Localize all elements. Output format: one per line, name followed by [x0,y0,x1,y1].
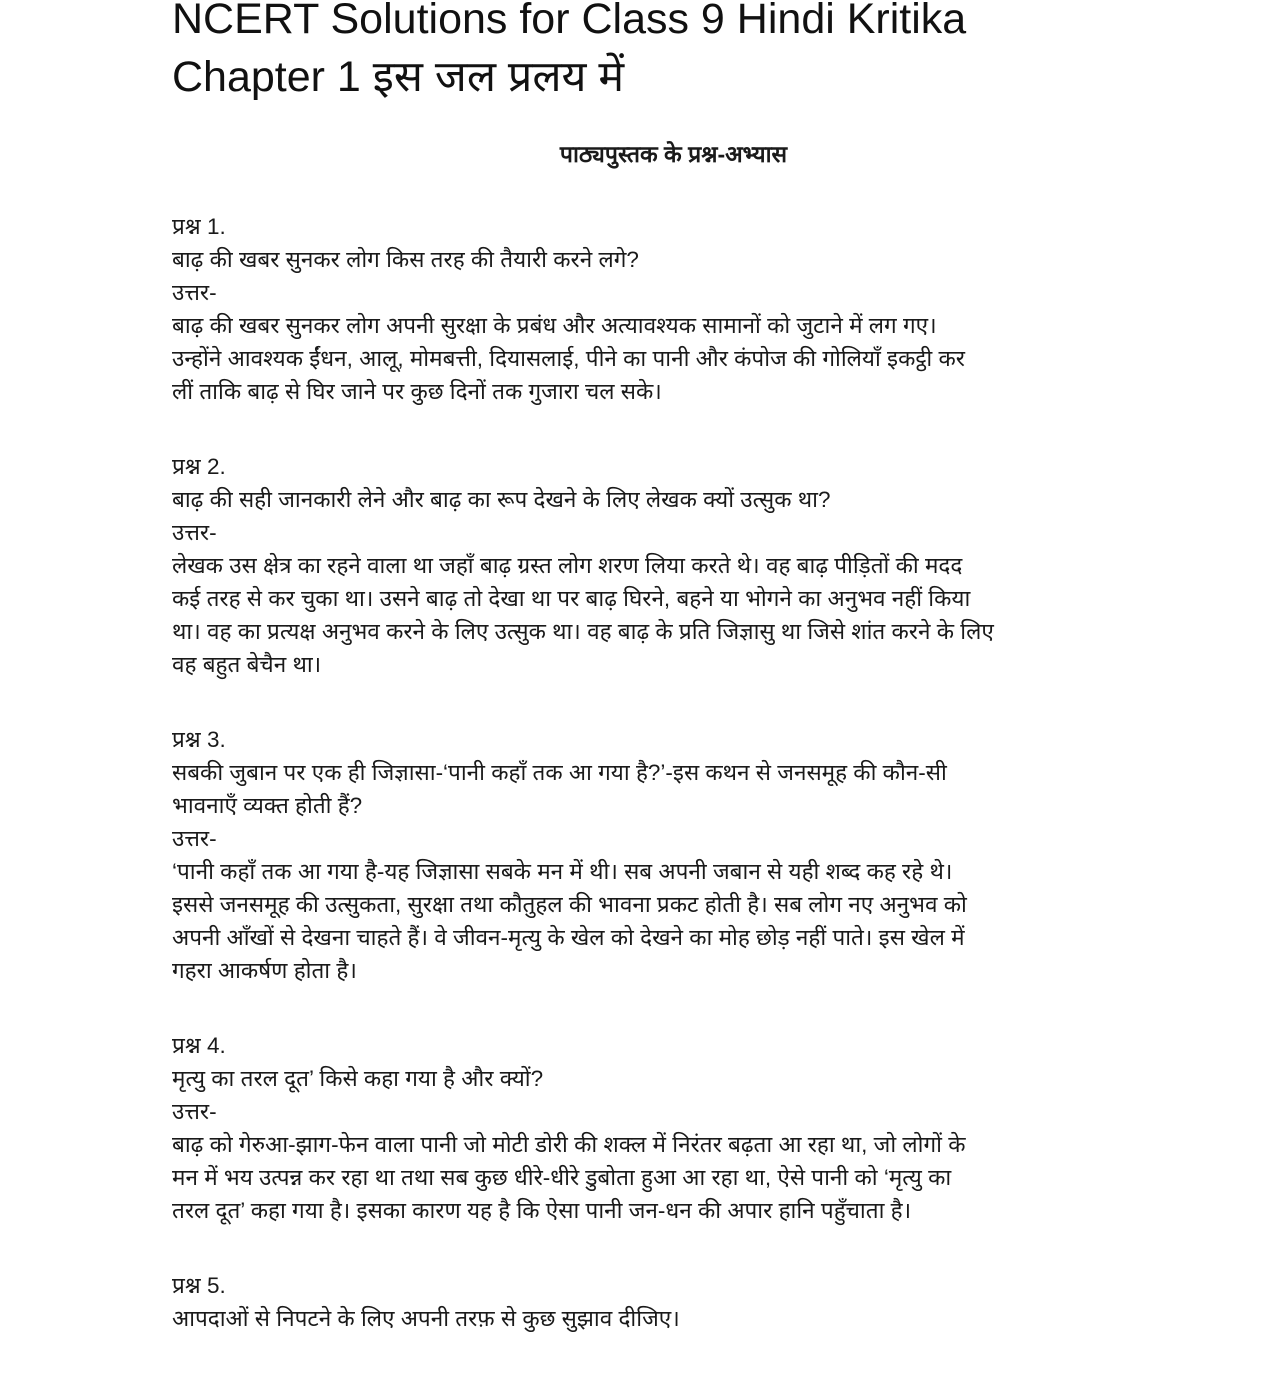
question-list [172,210,1175,1335]
question-block [172,210,1175,408]
question-number: प्रश्न 5. [172,1273,226,1298]
answer-label: उत्तर- [172,520,217,545]
question-number: प्रश्न 2. [172,454,226,479]
question-text: मृत्यु का तरल दूत’ किसे कहा गया है और क्यों? [172,1066,544,1091]
title-line: Chapter 1 इस जल प्रलय में [172,53,625,101]
title-line: NCERT Solutions for Class 9 Hindi Kritika [172,0,967,43]
section-subtitle: पाठ्यपुस्तक के प्रश्न-अभ्यास [559,141,788,167]
answer-text: लेखक उस क्षेत्र का रहने वाला था जहाँ बाढ़ ग्रस्त लोग शरण लिया करते थे। वह बाढ़ पीड़ितों की मदद [172,553,963,578]
answer-text: उन्होंने आवश्यक ईंधन, आलू, मोमबत्ती, दियासलाई, पीने का पानी और कंपोज की गोलियाँ इकट्ठी कर [172,346,965,371]
answer-text: बाढ़ को गेरुआ-झाग-फेन वाला पानी जो मोटी डोरी की शक्ल में निरंतर बढ़ता आ रहा था, जो लोगों के [172,1132,966,1157]
answer-text: तरल दूत’ कहा गया है। इसका कारण यह है कि ऐसा पानी जन-धन की अपार हानि पहुँचाता है। [172,1198,912,1223]
answer-label: उत्तर- [172,1099,217,1124]
question-block [172,1029,1175,1227]
question-text: बाढ़ की सही जानकारी लेने और बाढ़ का रूप देखने के लिए लेखक क्यों उत्सुक था? [172,487,831,512]
question-number: प्रश्न 1. [172,214,226,239]
answer-text: इससे जनसमूह की उत्सुकता, सुरक्षा तथा कौतुहल की भावना प्रकट होती है। सब लोग नए अनुभव को [172,892,967,917]
answer-text: ‘पानी कहाँ तक आ गया है-यह जिज्ञासा सबके मन में थी। सब अपनी जबान से यही शब्द कह रहे थे। [172,859,953,884]
answer-text: कई तरह से कर चुका था। उसने बाढ़ तो देखा था पर बाढ़ घिरने, बहने या भोगने का अनुभव नहीं किया [172,586,971,611]
question-number: प्रश्न 3. [172,727,226,752]
question-text: भावनाएँ व्यक्त होती हैं? [172,793,363,818]
question-text: बाढ़ की खबर सुनकर लोग किस तरह की तैयारी करने लगे? [172,247,639,272]
question-number: प्रश्न 4. [172,1033,226,1058]
answer-label: उत्तर- [172,280,217,305]
answer-text: था। वह का प्रत्यक्ष अनुभव करने के लिए उत्सुक था। वह बाढ़ के प्रति जिज्ञासु था जिसे शांत करने के लिए [172,619,994,644]
question-block [172,723,1175,987]
answer-text: अपनी आँखों से देखना चाहते हैं। वे जीवन-मृत्यु के खेल को देखने का मोह छोड़ नहीं पाते। इस खेल में [172,925,965,950]
answer-label: उत्तर- [172,826,217,851]
question-text: आपदाओं से निपटने के लिए अपनी तरफ़ से कुछ सुझाव दीजिए। [172,1306,680,1331]
answer-text: बाढ़ की खबर सुनकर लोग अपनी सुरक्षा के प्रबंध और अत्यावश्यक सामानों को जुटाने में लग गए। [172,313,937,338]
answer-text: वह बहुत बेचैन था। [172,652,322,677]
answer-text: गहरा आकर्षण होता है। [172,958,357,983]
answer-text: लीं ताकि बाढ़ से घिर जाने पर कुछ दिनों तक गुजारा चल सके। [172,379,662,404]
question-block [172,450,1175,681]
question-block [172,1269,1175,1335]
question-text: सबकी जुबान पर एक ही जिज्ञासा-‘पानी कहाँ तक आ गया है?’-इस कथन से जनसमूह की कौन-सी [172,760,947,785]
answer-text: मन में भय उत्पन्न कर रहा था तथा सब कुछ धीरे-धीरे डुबोता हुआ आ रहा था, ऐसे पानी को ‘मृत्यु का [172,1165,952,1190]
page-title [172,0,1175,106]
